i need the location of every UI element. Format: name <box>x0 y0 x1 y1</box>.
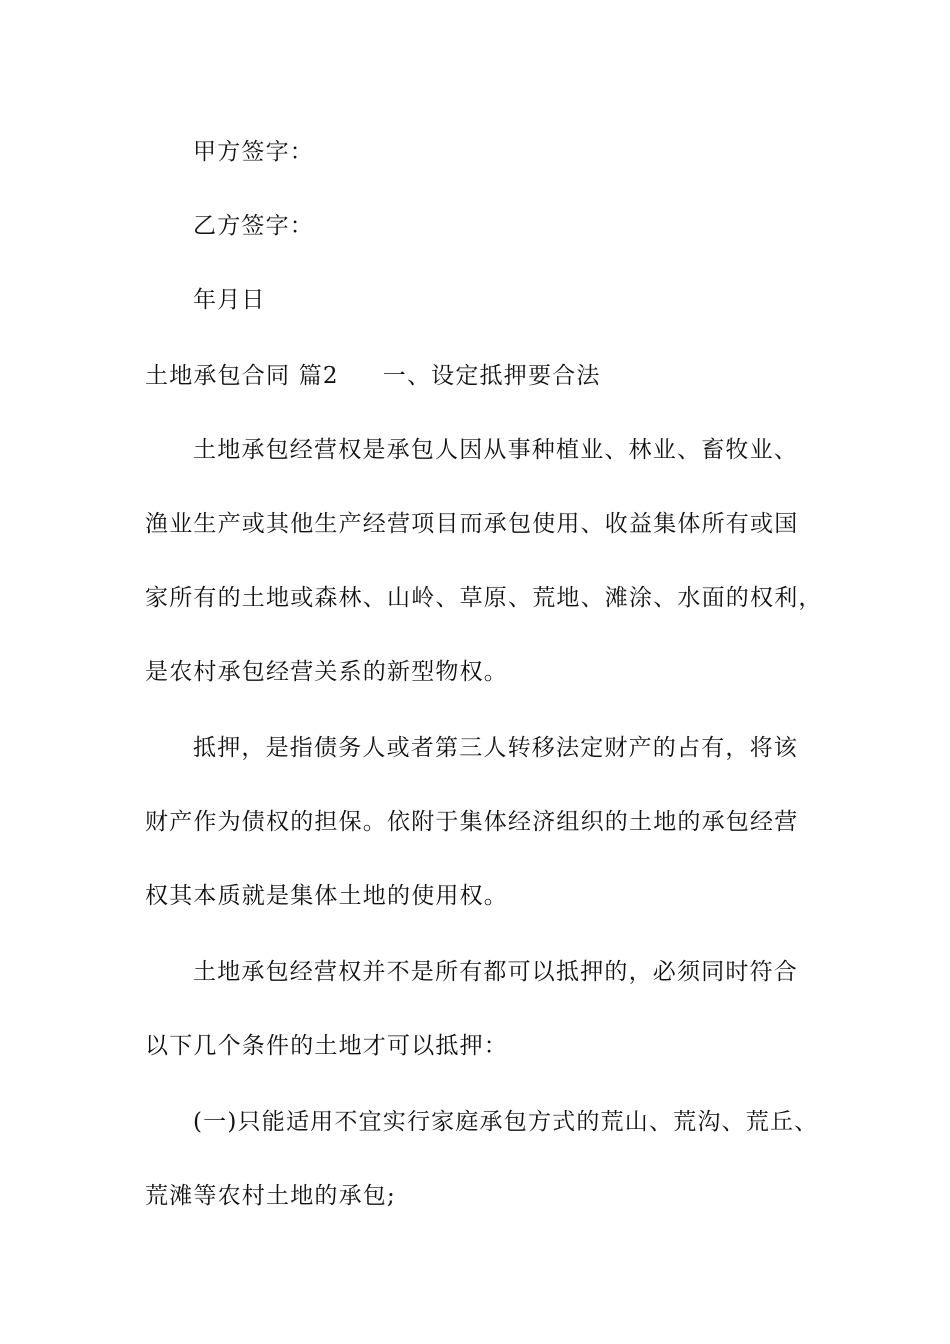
section-heading-line <box>145 361 601 391</box>
paragraph-3-line-1: 土地承包经营权并不是所有都可以抵押的，必须同时符合 <box>193 959 798 985</box>
paragraph-4-line-1: (一)只能适用不宜实行家庭承包方式的荒山、荒沟、荒丘、 <box>193 1109 819 1135</box>
paragraph-3-line-2: 以下几个条件的土地才可以抵押： <box>145 1033 508 1059</box>
party-b-signature-label: 乙方签字： <box>193 213 314 239</box>
party-a-signature-label: 甲方签字： <box>193 139 314 165</box>
paragraph-1-line-4: 是农村承包经营关系的新型物权。 <box>145 659 508 685</box>
paragraph-1-line-2: 渔业生产或其他生产经营项目而承包使用、收益集体所有或国 <box>145 511 799 537</box>
paragraph-1-line-3: 家所有的土地或森林、山岭、草原、荒地、滩涂、水面的权利， <box>145 585 823 611</box>
paragraph-2-line-3: 权其本质就是集体土地的使用权。 <box>145 883 508 909</box>
paragraph-2-line-1: 抵押，是指债务人或者第三人转移法定财产的占有，将该 <box>193 735 798 761</box>
section-title: 土地承包合同 篇2 <box>145 363 339 389</box>
paragraph-1-line-1: 土地承包经营权是承包人因从事种植业、林业、畜牧业、 <box>193 437 798 463</box>
paragraph-2-line-2: 财产作为债权的担保。依附于集体经济组织的土地的承包经营 <box>145 809 799 835</box>
section-subheading: 一、设定抵押要合法 <box>382 363 601 389</box>
paragraph-4-line-2: 荒滩等农村土地的承包; <box>145 1183 396 1209</box>
date-label: 年月日 <box>193 287 266 313</box>
